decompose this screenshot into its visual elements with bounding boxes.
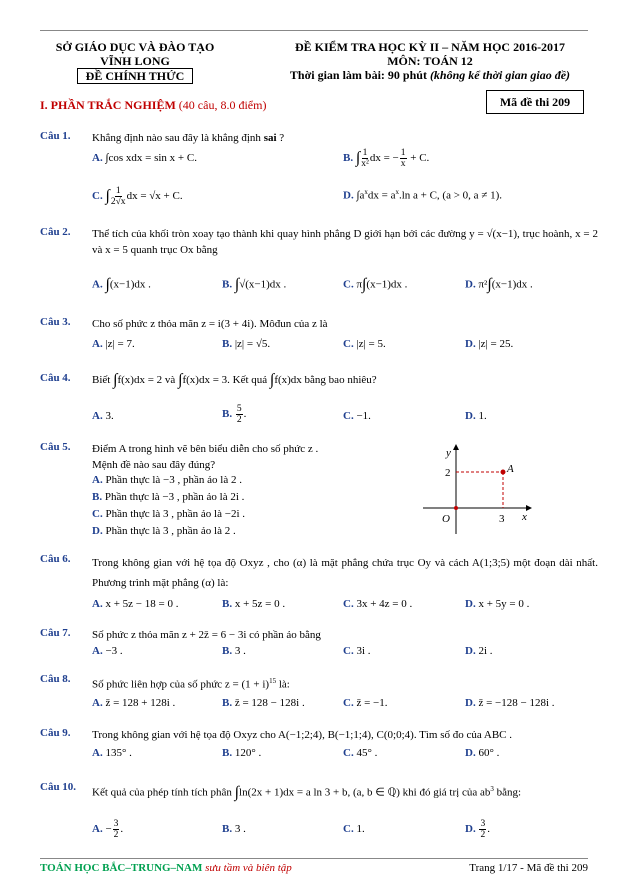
option-letter: D. [465, 823, 476, 836]
option-text: Phần thực là −3 , phần ảo là 2 . [105, 474, 242, 486]
option-letter: A. [92, 474, 103, 486]
tick-3: 3 [499, 513, 505, 525]
dept-name: SỞ GIÁO DỤC VÀ ĐÀO TẠO [55, 40, 215, 54]
origin-dot [454, 506, 458, 510]
option-b[interactable] [222, 823, 246, 835]
integral-sign: ∫ [105, 276, 110, 293]
option-text: 1. [478, 410, 487, 422]
option-text: 3 . [234, 823, 246, 835]
option-letter: D. [465, 645, 476, 657]
question-number: Câu 9. [40, 727, 71, 739]
point-a [501, 470, 506, 475]
fraction [236, 404, 243, 425]
option-letter: A. [92, 598, 103, 610]
question-number: Câu 2. [40, 226, 71, 238]
option-text: (x−1)dx . [366, 278, 408, 291]
exam-code-box: Mã đề thi 209 [486, 90, 584, 114]
option-text: z̄ = −1. [356, 697, 388, 709]
question-7 [40, 627, 598, 667]
footer-brand: TOÁN HỌC BẮC–TRUNG–NAM [40, 862, 203, 874]
option-letter: B. [92, 491, 103, 503]
question-text [92, 372, 598, 388]
option-c[interactable] [343, 598, 412, 610]
option-c[interactable] [343, 747, 377, 759]
option-a[interactable] [92, 276, 151, 294]
tick-2: 2 [445, 467, 451, 479]
option-text: ∫cos xdx = sin x + C. [105, 152, 197, 164]
integral-sign: ∫ [362, 276, 367, 293]
option-a[interactable] [92, 598, 178, 610]
option-text: (x−1)dx . [109, 278, 151, 291]
fraction: $\frac{1}{x}$ [400, 148, 406, 169]
option-d[interactable] [465, 338, 513, 350]
option-text: 3i . [356, 645, 371, 657]
option-d[interactable]: D. $\frac{3}{2}$ . [465, 819, 490, 840]
header-right [250, 40, 610, 82]
integral-sign: ∫ [178, 371, 183, 389]
option-c[interactable] [92, 186, 183, 207]
question-9 [40, 727, 598, 767]
option-c[interactable] [343, 276, 407, 294]
option-b[interactable] [222, 747, 261, 759]
option-text: z̄ = −128 − 128i . [478, 697, 555, 709]
fraction: $\frac{1}{2√x}$ [110, 186, 126, 207]
option-a[interactable] [92, 747, 132, 759]
option-letter: C. [343, 338, 354, 350]
option-letter: D. [92, 525, 103, 537]
option-d[interactable] [465, 276, 533, 294]
option-letter: A. [92, 645, 103, 657]
integral-sign: ∫ [487, 276, 492, 293]
q-text-part: bằng: [493, 786, 522, 799]
official-label: ĐỀ CHÍNH THỨC [77, 68, 194, 84]
option-text: dx = a [367, 189, 396, 202]
fraction: $\frac{1}{\text{x²}}$ [361, 148, 369, 169]
option-c[interactable] [343, 338, 386, 350]
option-letter: D. [465, 410, 476, 422]
option-c[interactable] [92, 508, 245, 520]
option-letter: D. [465, 598, 476, 610]
x-arrow [526, 505, 532, 511]
option-text: 120° . [234, 747, 262, 759]
question-3 [40, 316, 598, 356]
option-letter: C. [92, 508, 103, 520]
duration-note: (không kể thời gian giao đề) [429, 68, 571, 82]
q-text-part: Số phức liên hợp của số phức z = (1 + i) [92, 678, 270, 691]
q-text-bold: sai [263, 132, 277, 144]
numerator: 5 [236, 404, 242, 414]
option-a[interactable] [92, 338, 135, 350]
option-letter: C. [343, 645, 354, 657]
option-letter: C. [343, 697, 354, 709]
option-c[interactable] [343, 645, 371, 657]
question-1 [40, 130, 598, 210]
option-d[interactable] [92, 525, 236, 537]
denominator: 2 [236, 415, 242, 425]
option-text: x + 5z − 18 = 0 . [105, 598, 179, 610]
numerator: 3 [113, 819, 119, 829]
option-c[interactable] [343, 410, 371, 422]
option-letter: B. [222, 697, 233, 709]
option-letter: B. [222, 598, 233, 610]
option-text: 3 . [234, 645, 246, 657]
option-b[interactable]: B. $\frac{5}{2}$ . [222, 404, 247, 425]
option-b[interactable] [222, 598, 285, 610]
option-text: Phần thực là 3 , phần ảo là −2i . [105, 508, 246, 520]
option-a[interactable] [92, 410, 114, 422]
option-b[interactable] [222, 276, 286, 294]
option-a[interactable]: A. − $\frac{3}{2}$ . [92, 819, 124, 840]
option-letter: A. [92, 338, 103, 350]
option-a[interactable] [92, 152, 197, 164]
option-text: .ln a + C, (a > 0, a ≠ 1). [398, 189, 503, 202]
section-detail: (40 câu, 8.0 điểm) [178, 98, 267, 112]
option-text: 3x + 4z = 0 . [356, 598, 413, 610]
footer-rule [40, 858, 588, 859]
section-title [40, 98, 266, 113]
province-name: VĨNH LONG [100, 54, 170, 68]
option-letter: A. [92, 747, 103, 759]
duration-text: Thời gian làm bài: 90 phút [289, 68, 430, 82]
denominator: 2 [480, 830, 486, 840]
option-text: |z| = 5. [356, 338, 386, 350]
question-number: Câu 3. [40, 316, 71, 328]
question-6 [40, 553, 598, 613]
option-text: − [105, 823, 112, 836]
option-d[interactable] [465, 598, 529, 610]
option-letter: B. [222, 823, 233, 835]
exam-duration [250, 68, 610, 82]
option-letter: A. [92, 278, 103, 291]
y-label: y [446, 447, 451, 459]
question-number: Câu 10. [40, 781, 77, 793]
q-text-part: f(x)dx bằng bao nhiêu? [274, 374, 377, 386]
q-text-part: Kết quả của phép tính tích phân [92, 786, 235, 799]
integral-sign: ∫ [113, 371, 118, 389]
option-text: 60° . [478, 747, 500, 759]
question-subtext: Mệnh đề nào sau đây đúng? [92, 459, 216, 471]
option-text: z̄ = 128 + 128i . [105, 697, 176, 709]
option-text: 1. [356, 823, 365, 835]
option-letter: B. [222, 408, 233, 421]
numerator: 3 [480, 819, 486, 829]
option-letter: D. [343, 189, 354, 202]
option-text: Phần thực là −3 , phần ảo là 2i . [104, 491, 245, 503]
question-text: Trong không gian với hệ tọa độ Oxyz cho A(−1;2;4), B(−1;1;4), C(0;0;4). Tìm số đo của ABC . [92, 729, 513, 741]
option-letter: C. [92, 190, 103, 203]
option-text: √(x−1)dx . [239, 278, 287, 291]
integral-sign: ∫ [355, 149, 361, 167]
section-label: I. PHẦN TRẮC NGHIỆM [40, 98, 179, 112]
option-letter: A. [92, 152, 103, 164]
option-letter: D. [465, 697, 476, 709]
question-text: Trong không gian với hệ tọa độ Oxyz , cho (α) là mặt phẳng chứa trục Oy và cách A(1;3;5) một đoạn dài nhất. Phương trình mặt phẳng (α) là: [92, 557, 598, 589]
q-text-part: là: [276, 678, 290, 691]
option-text: + C. [407, 152, 430, 165]
option-text: Phần thực là 3 , phần ảo là 2 . [105, 525, 236, 537]
exam-title: ĐỀ KIỂM TRA HỌC KỲ II – NĂM HỌC 2016-2017 [294, 40, 566, 54]
option-text: |z| = 7. [105, 338, 135, 350]
option-text: dx = − [369, 152, 399, 165]
fraction [479, 819, 486, 840]
option-letter: B. [222, 278, 233, 291]
option-text: 3. [105, 410, 114, 422]
option-b[interactable] [222, 697, 305, 709]
option-text: π [356, 278, 363, 291]
option-d[interactable] [465, 697, 555, 709]
question-2 [40, 226, 598, 306]
question-text: Số phức z thỏa mãn z + 2z̄ = 6 − 3i có phần ảo bằng [92, 629, 321, 641]
question-8 [40, 673, 598, 713]
option-letter: D. [465, 747, 476, 759]
x-label: x [522, 511, 527, 523]
question-4 [40, 372, 598, 432]
integral-sign: ∫ [234, 276, 240, 293]
question-number: Câu 1. [40, 130, 71, 142]
question-text: Kết quả của phép tính tích phân ∫ln(2x + 1)dx = a ln 3 + b, (a, b ∈ ℚ) khi đó giá trị của $ab^3$ bằng: [92, 784, 522, 802]
option-b[interactable] [222, 338, 270, 350]
option-d[interactable] [465, 410, 487, 422]
footer-note: sưu tầm và biên tập [202, 862, 292, 874]
option-text: 135° . [105, 747, 132, 759]
question-number: Câu 4. [40, 372, 71, 384]
option-letter: D. [465, 338, 476, 350]
option-letter: B. [222, 747, 233, 759]
option-letter: C. [343, 410, 354, 422]
question-number: Câu 8. [40, 673, 71, 685]
option-letter: B. [222, 645, 233, 657]
point-a-label: A [507, 463, 514, 475]
option-c[interactable] [343, 823, 365, 835]
question-text [92, 441, 398, 457]
q-text-part: ? [276, 132, 285, 144]
y-arrow [453, 444, 459, 450]
q-text-part: Điểm A trong hình vẽ bên biểu diễn cho số phức z . [92, 443, 319, 455]
integral-sign: ∫ [105, 187, 110, 205]
option-d[interactable] [465, 747, 499, 759]
q-text-part: f(x)dx = 3. Kết quả [182, 374, 270, 386]
option-letter: C. [343, 278, 354, 291]
option-text: z̄ = 128 − 128i . [234, 697, 305, 709]
origin-label: O [442, 513, 450, 525]
option-b[interactable] [222, 645, 246, 657]
option-b[interactable] [92, 491, 244, 503]
q-text-part: Khẳng định nào sau đây là khẳng định [92, 132, 264, 144]
integral-sign: ∫ [269, 371, 275, 389]
page-number: Trang 1/17 - Mã đề thi 209 [469, 862, 588, 874]
option-letter: A. [92, 823, 103, 836]
option-text: dx = √x + C. [126, 190, 183, 203]
option-d[interactable]: D. $\int a^xdx = a^x.\ln$ a + C, (a > 0, a ≠ 1). [343, 188, 503, 202]
option-text: 2i . [478, 645, 493, 657]
option-text: |z| = 25. [478, 338, 514, 350]
question-number: Câu 6. [40, 553, 71, 565]
option-letter: D. [465, 278, 476, 291]
q-text-part: ln(2x + 1)dx = a ln 3 + b, (a, b ∈ ℚ) khi đó giá trị của ab [239, 786, 491, 799]
subject: MÔN: TOÁN 12 [387, 54, 473, 68]
option-c[interactable] [343, 697, 388, 709]
footer-left [40, 862, 292, 874]
q-text-part: Biết [92, 374, 114, 386]
option-a[interactable] [92, 697, 175, 709]
option-letter: B. [222, 338, 233, 350]
option-letter: C. [343, 598, 354, 610]
option-a[interactable] [92, 474, 242, 486]
question-text: Thể tích của khối tròn xoay tạo thành khi quay hình phẳng D giới hạn bởi các đường y = √(x−1), trục hoành, x = 2 và x = 5 quanh trục Ox bằng [92, 228, 598, 256]
option-text: −1. [356, 410, 371, 422]
option-a[interactable] [92, 645, 123, 657]
option-letter: A. [92, 410, 103, 422]
option-letter: B. [343, 152, 354, 165]
option-text: π² [478, 278, 488, 291]
question-text: Số phức liên hợp của số phức $z = (1 + i)^{15}$ là: [92, 677, 290, 691]
header-left [40, 40, 230, 84]
integral-sign: ∫ [234, 784, 240, 802]
option-text: x + 5z = 0 . [234, 598, 286, 610]
denominator: 2 [113, 830, 119, 840]
option-letter: A. [92, 697, 103, 709]
q-text-part: f(x)dx = 2 và [117, 374, 179, 386]
question-10 [40, 781, 598, 841]
option-d[interactable] [465, 645, 493, 657]
top-rule [40, 30, 588, 31]
option-text: x + 5y = 0 . [478, 598, 530, 610]
option-text: −3 . [105, 645, 123, 657]
option-letter: C. [343, 823, 354, 835]
question-text [92, 130, 598, 146]
question-number: Câu 5. [40, 441, 71, 453]
option-text: ∫a [356, 189, 365, 202]
option-b[interactable] [343, 148, 429, 169]
option-text: 45° . [356, 747, 378, 759]
option-text: |z| = √5. [234, 338, 271, 350]
question-number: Câu 7. [40, 627, 71, 639]
option-letter: C. [343, 747, 354, 759]
fraction [113, 819, 120, 840]
coordinate-graph [418, 442, 533, 538]
question-text: Cho số phức z thỏa mãn z = i(3 + 4i). Môđun của z là [92, 318, 328, 330]
option-text: (x−1)dx . [491, 278, 533, 291]
